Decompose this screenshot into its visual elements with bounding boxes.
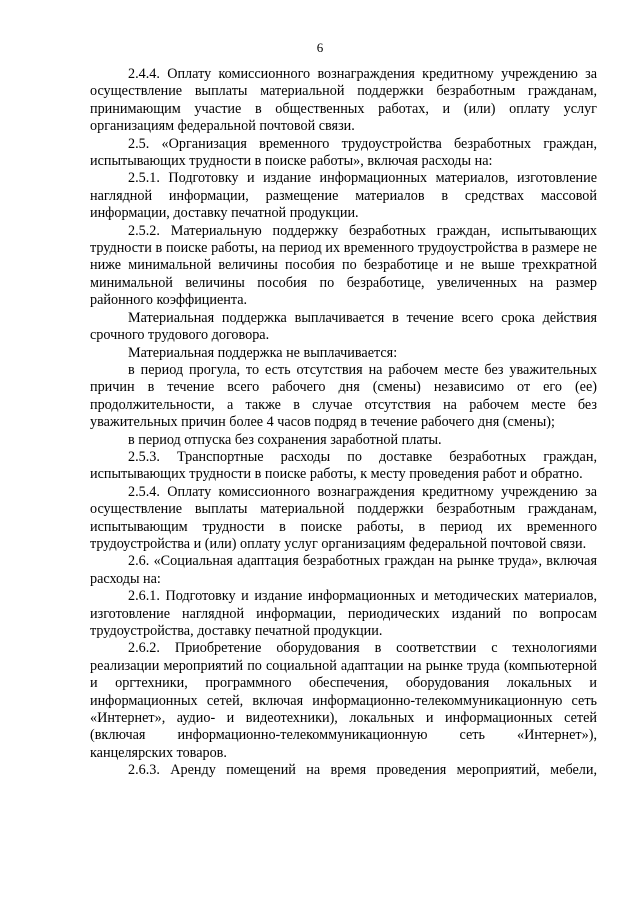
document-body [90,66,597,780]
paragraph-2-5-4: 2.5.4. Оплату комиссионного вознаграждения кредитному учреждению за осуществление выплаты материальной поддержки безработным гражданам, испытывающим трудности в поиске работы, в период их временного трудоустройства и (или) оплату услуг организациям федеральной почтовой связи. [90,483,597,552]
paragraph-absence-period: в период прогула, то есть отсутствия на рабочем месте без уважительных причин в течение всего рабочего дня (смены) независимо от его (ее) продолжительности, а также в случае отсутствия на рабочем месте без уважительных причин более 4 часов подряд в течение рабочего дня (смены); [90,361,597,431]
page-number: 6 [316,40,324,55]
paragraph-2-6: 2.6. «Социальная адаптация безработных граждан на рынке труда», включая расходы на: [90,553,597,587]
paragraph-2-6-1: 2.6.1. Подготовку и издание информационных и методических материалов, изготовление наглядной информации, периодических изданий по вопросам трудоустройства, доставку печатной продукции. [90,588,597,639]
paragraph-2-6-2: 2.6.2. Приобретение оборудования в соответствии с технологиями реализации мероприятий по социальной адаптации на рынке труда (компьютерной и оргтехники, программного обеспечения, оборудования локальных и информационных сетей, включая информационно-телекоммуникационную сеть «Интернет», аудио- и видеотехники), локальных и информационных сетей (включая информационно-телекоммуникационную сеть «Интернет»), канцелярских товаров. [90,640,597,761]
paragraph-unpaid-leave: в период отпуска без сохранения заработной платы. [128,431,442,448]
paragraph-2-5-1: 2.5.1. Подготовку и издание информационных материалов, изготовление наглядной информации, размещение материалов в средствах массовой информации, доставку печатной продукции. [90,170,597,222]
paragraph-2-5: 2.5. «Организация временного трудоустройства безработных граждан, испытывающих трудности в поиске работы», включая расходы на: [90,135,597,170]
paragraph-2-5-3: 2.5.3. Транспортные расходы по доставке безработных граждан, испытывающих трудности в поиске работы, к месту проведения работ и обратно. [90,448,597,483]
paragraph-support-paid: Материальная поддержка выплачивается в течение всего срока действия срочного трудового договора. [90,309,597,344]
paragraph-2-5-2: 2.5.2. Материальную поддержку безработных граждан, испытывающих трудности в поиске работы, на период их временного трудоустройства в размере не ниже минимальной величины пособия по безработице и не выше трехкратной минимальной величины пособия по безработице, увеличенных на размер районного коэффициента. [90,222,597,309]
paragraph-support-not-paid: Материальная поддержка не выплачивается: [128,344,398,361]
paragraph-2-6-3: 2.6.3. Аренду помещений на время проведения мероприятий, мебели, [128,762,597,779]
paragraph-2-4-4: 2.4.4. Оплату комиссионного вознаграждения кредитному учреждению за осуществление выплаты материальной поддержки безработным гражданам, принимающим участие в общественных работах, и (или) оплату услуг организациям федеральной почтовой связи. [90,66,597,135]
